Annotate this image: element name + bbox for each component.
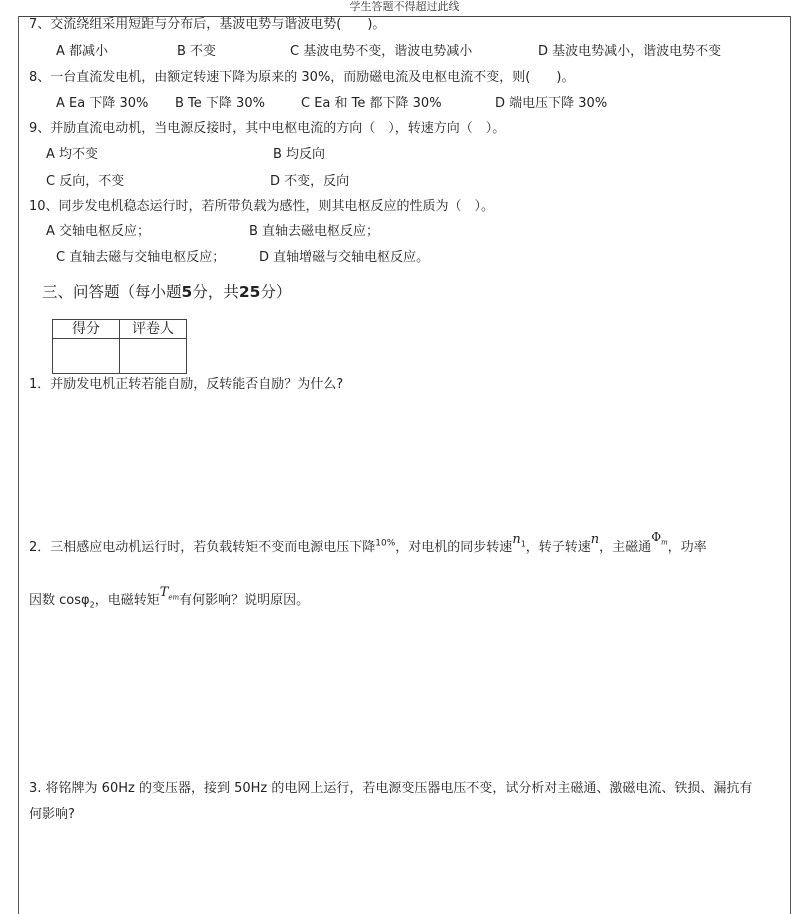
question-7-option-a: A 都减小 (56, 44, 109, 59)
question-10-stem: 10、同步发电机稳态运行时，若所带负载为感性，则其电枢反应的性质为（ ）。 (29, 199, 495, 214)
essay-2-text-h: 有何影响？说明原因。 (179, 593, 310, 608)
page-right-border (790, 16, 791, 914)
essay-2-text-a: 2．三相感应电动机运行时，若负载转矩不变而电源电压下降 (29, 540, 376, 555)
question-9-stem: 9、并励直流电动机，当电源反接时，其中电枢电流的方向（ ），转速方向（ ）。 (29, 121, 506, 136)
essay-question-1: 1．并励发电机正转若能自励，反转能否自励？为什么? (29, 377, 344, 392)
essay-2-text-c: ，转子转速 (525, 540, 591, 555)
rotor-speed-symbol: n (590, 532, 600, 547)
question-7-option-b: B 不变 (177, 44, 217, 59)
sync-speed-subscript: 1 (520, 539, 526, 549)
grader-header: 评卷人 (120, 320, 187, 339)
essay-2-text-g: ，电磁转矩 (94, 593, 160, 608)
main-flux-symbol: Φ (651, 530, 662, 544)
question-8-option-b: B Te 下降 30% (175, 96, 265, 111)
essay-2-text-e: ，功率 (667, 540, 707, 555)
question-8-option-d: D 端电压下降 30% (495, 96, 608, 111)
question-10-option-a: A 交轴电枢反应； (46, 224, 151, 239)
voltage-drop-percent: 10% (375, 538, 396, 549)
em-torque-symbol: T (159, 585, 169, 600)
question-8-option-c: C Ea 和 Te 都下降 30% (301, 96, 442, 111)
essay-answer-area-1[interactable] (29, 393, 779, 523)
essay-question-3-line-2: 何影响? (29, 807, 75, 822)
power-factor-subscript: 2 (89, 600, 95, 610)
question-9-option-b: B 均反向 (273, 147, 326, 162)
section-3-points-total: 25 (238, 283, 261, 301)
question-7-option-c: C 基波电势不变，谐波电势减小 (290, 44, 473, 59)
question-10-option-d: D 直轴增磁与交轴电枢反应。 (259, 250, 430, 265)
section-3-title-suffix: 分） (260, 283, 292, 301)
score-table (52, 319, 187, 374)
sync-speed-symbol: n (512, 532, 521, 547)
main-flux-subscript: m (661, 538, 668, 547)
essay-question-2-line-2 (29, 585, 310, 610)
essay-2-text-d: ，主磁通 (599, 540, 652, 555)
question-10-option-b: B 直轴去磁电枢反应； (249, 224, 380, 239)
section-3-title-middle: 分，共 (192, 283, 239, 301)
essay-question-2-line-1 (29, 530, 707, 557)
page-left-border (18, 16, 19, 914)
question-9-option-d: D 不变，反向 (270, 174, 350, 189)
essay-question-3-line-1: 3. 将铭牌为 60Hz 的变压器，接到 50Hz 的电网上运行，若电源变压器电压不变，试分析对主磁通、激磁电流、铁损、漏抗有 (29, 781, 753, 796)
essay-answer-area-2[interactable] (29, 612, 779, 762)
question-7-option-d: D 基波电势减小，谐波电势不变 (538, 44, 722, 59)
essay-2-text-b: ，对电机的同步转速 (395, 540, 513, 555)
section-3-title-prefix: 三、问答题（每小题 (42, 283, 182, 301)
section-3-points-each: 5 (181, 283, 193, 301)
score-cell[interactable] (53, 339, 120, 374)
section-3-title (42, 280, 291, 302)
question-10-option-c: C 直轴去磁与交轴电枢反应； (56, 250, 226, 265)
question-8-option-a: A Ea 下降 30% (56, 96, 149, 111)
question-7-stem: 7、交流绕组采用短距与分布后，基波电势与谐波电势( )。 (29, 17, 386, 32)
question-8-stem: 8、一台直流发电机，由额定转速下降为原来的 30%，而励磁电流及电枢电流不变，则( )。 (29, 70, 575, 85)
score-header: 得分 (53, 320, 120, 339)
grader-cell[interactable] (120, 339, 187, 374)
essay-answer-area-3[interactable] (29, 825, 779, 910)
answer-boundary-notice: 学生答题不得超过此线 (349, 0, 460, 13)
essay-2-text-f: 因数 cosφ (29, 593, 90, 608)
question-9-option-c: C 反向，不变 (46, 174, 125, 189)
question-9-option-a: A 均不变 (46, 147, 99, 162)
em-torque-subscript: em (168, 593, 180, 602)
